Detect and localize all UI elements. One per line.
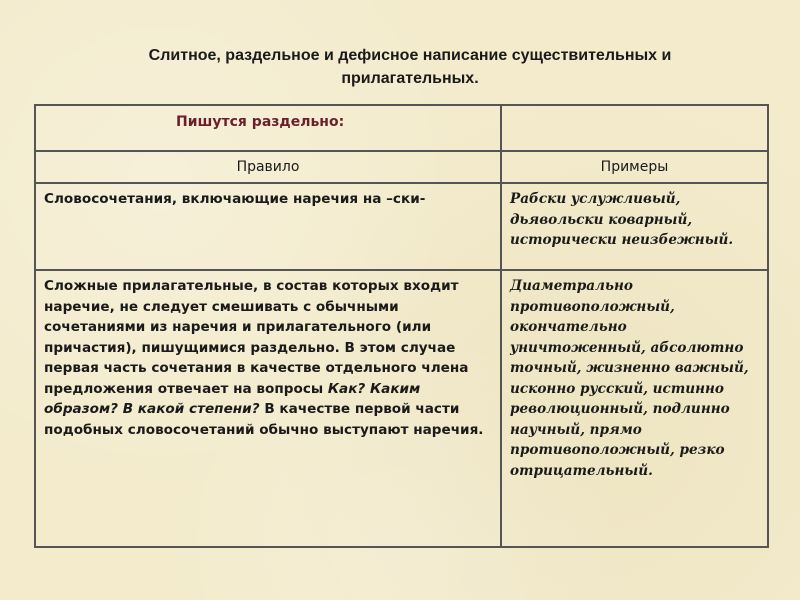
- examples-cell: Диаметрально противоположный, окончательно уничтоженный, абсолютно точный, жизненно важный, исконно русский, истинно революционный, подлинно научный, прямо противоположный, резко отрицательный.: [501, 270, 768, 547]
- header-rule: Правило: [35, 151, 501, 183]
- table-row: [35, 183, 768, 270]
- slide-title: Слитное, раздельное и дефисное написание существительных и прилагательных.: [148, 47, 672, 87]
- rule-questions: Как? Каким образом? В какой степени?: [44, 380, 421, 417]
- rule-text-end: В качестве первой части подобных словосочетаний обычно выступают наречия.: [44, 401, 484, 438]
- examples-cell: Рабски услужливый, дьявольски коварный, исторически неизбежный.: [501, 183, 768, 270]
- rules-table: [34, 104, 769, 548]
- rule-cell: Словосочетания, включающие наречия на –ски-: [35, 183, 501, 270]
- header-row: [35, 151, 768, 183]
- banner-empty-cell: [501, 105, 768, 151]
- rule-text: Сложные прилагательные, в состав которых входит наречие, не следует смешивать с обычными сочетаниями из наречия и прилагательного (или причастия), пишущимися раздельно. В этом случае первая часть сочетания в качестве отдельного члена предложения отвечает на вопросы: [44, 278, 469, 397]
- header-examples: Примеры: [501, 151, 768, 183]
- banner-row: [35, 105, 768, 151]
- table-row: [35, 270, 768, 547]
- rule-cell: [35, 270, 501, 547]
- banner-cell: Пишутся раздельно:: [35, 105, 501, 151]
